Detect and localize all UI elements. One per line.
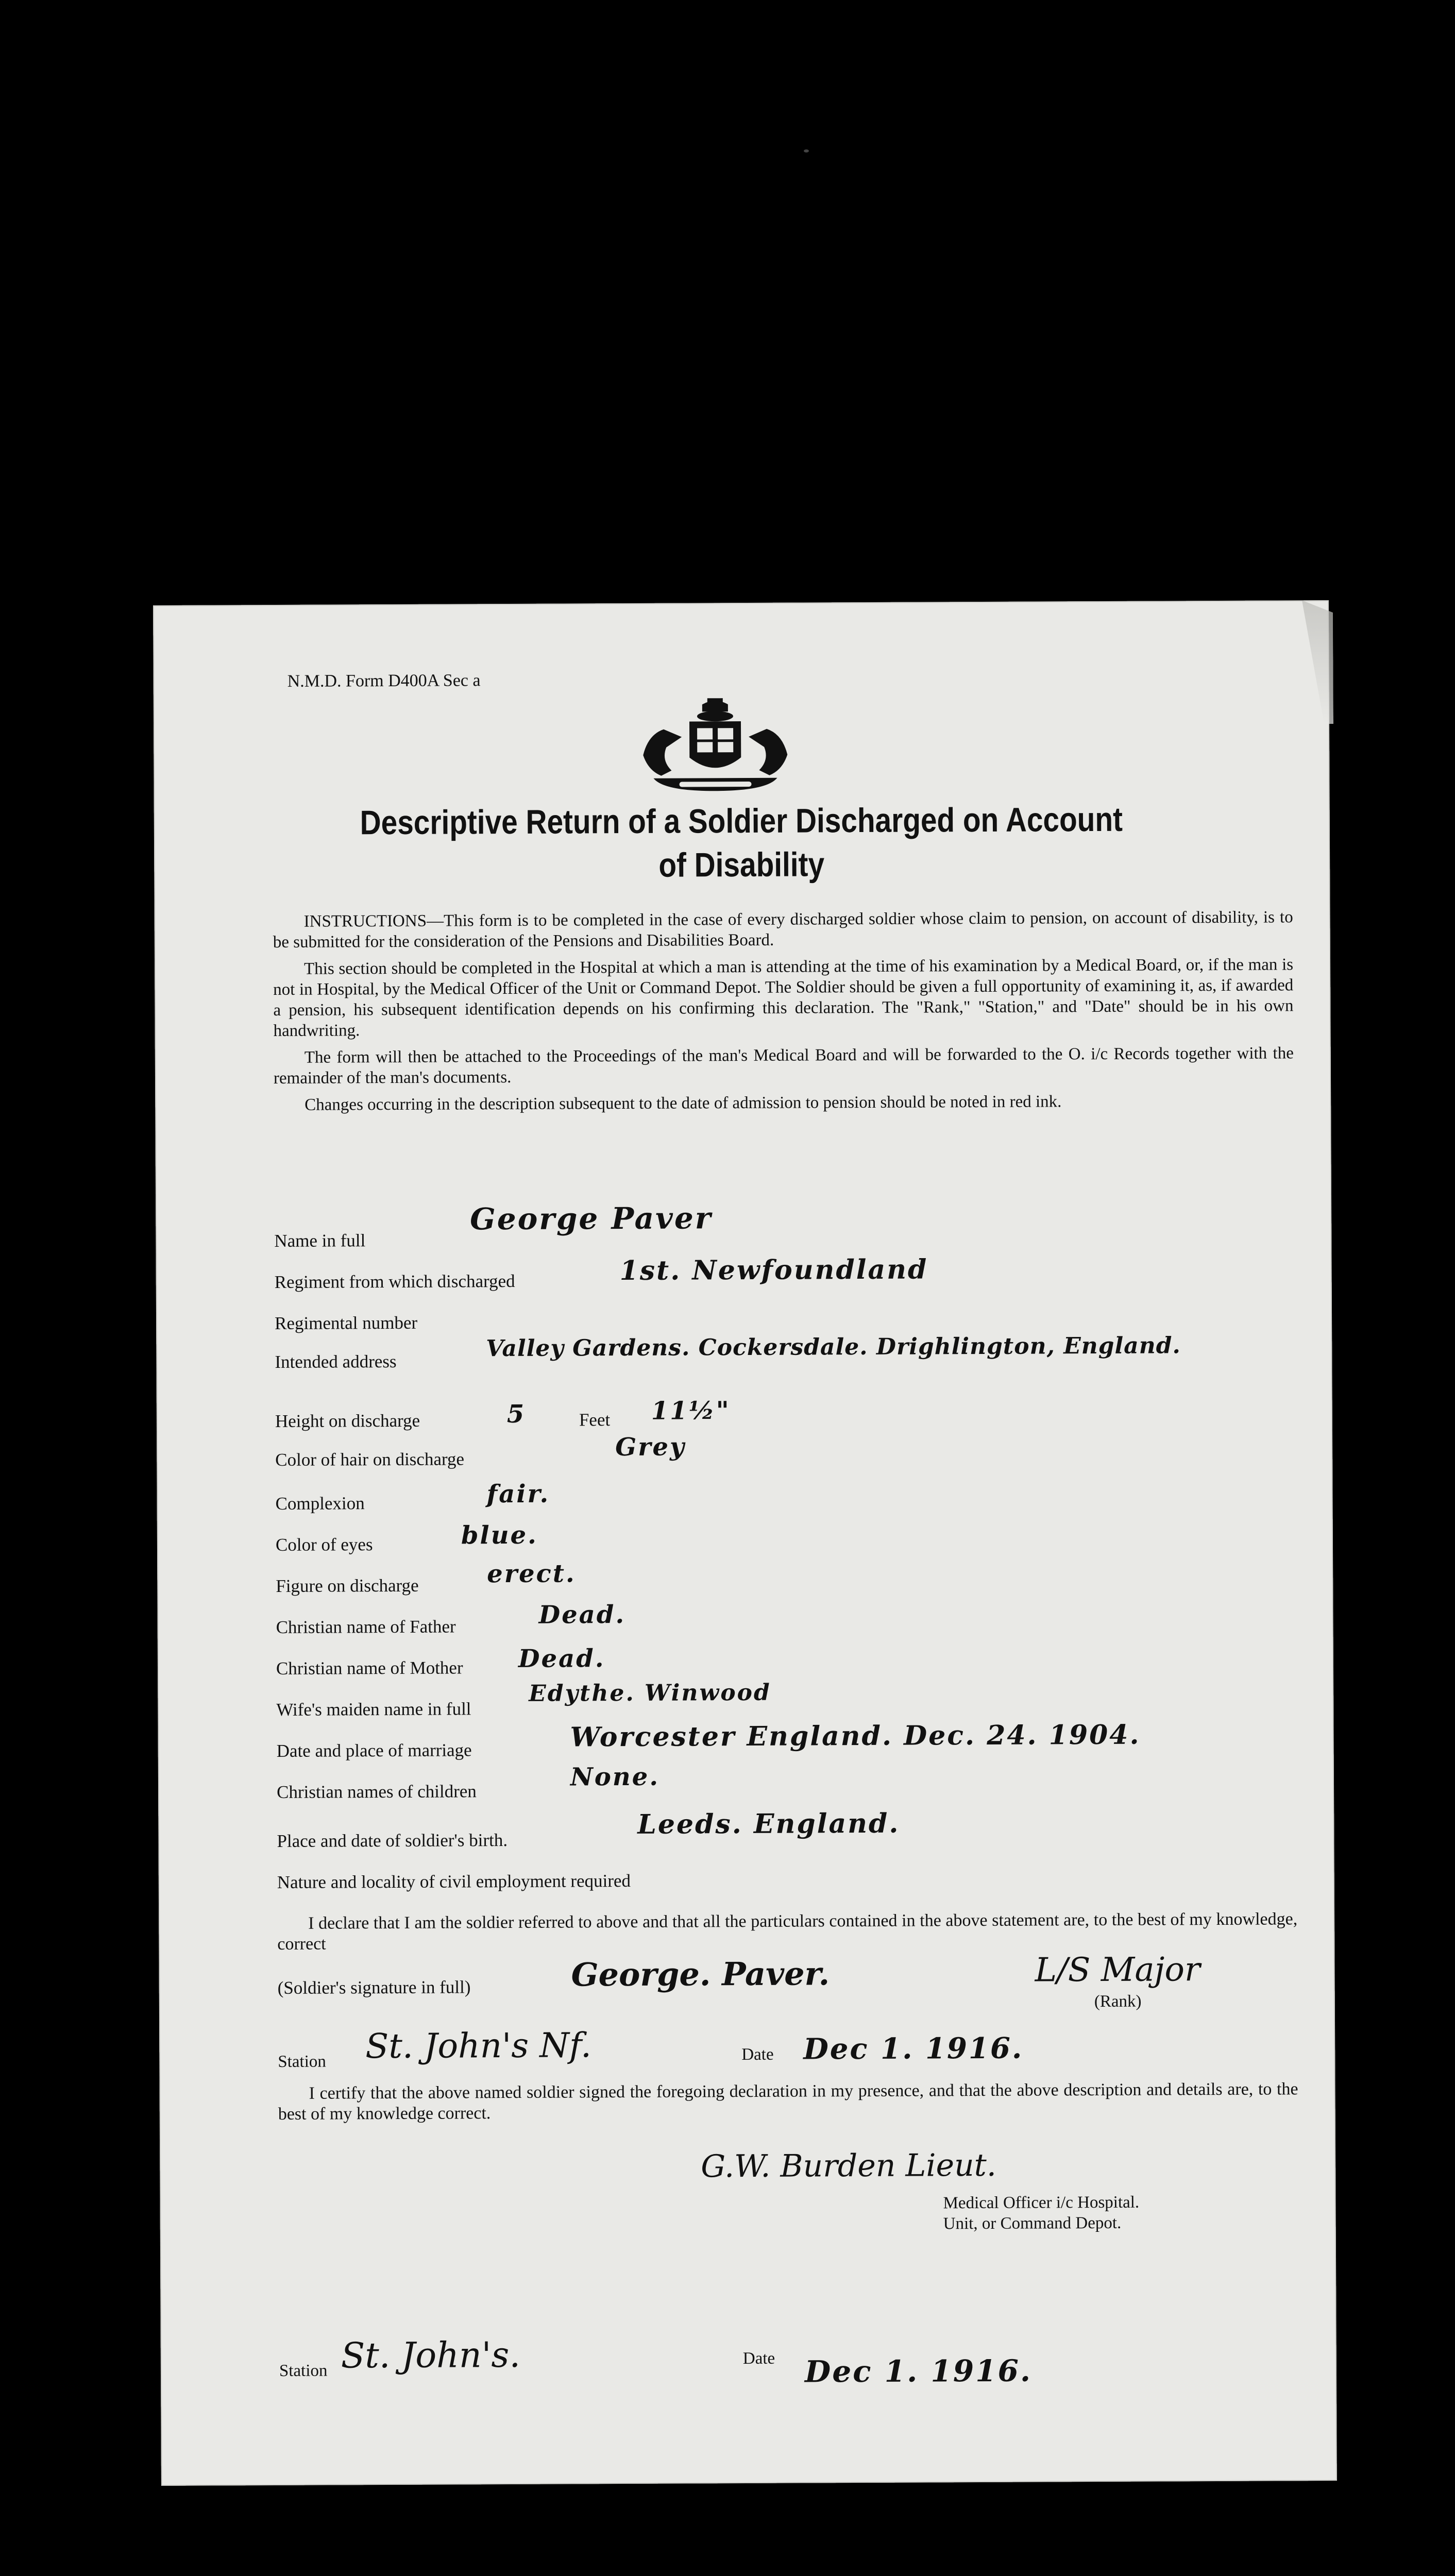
regimental-number-label: Regimental number bbox=[274, 1312, 418, 1333]
instructions-paragraph: Changes occurring in the description subsequent to the date of admission to pension should be noted in red ink. bbox=[304, 1092, 1062, 1114]
height-inches-value: 11½" bbox=[651, 1396, 731, 1426]
instructions-paragraph: The form will then be attached to the Proceedings of the man's Medical Board and will be forwarded to the O. i/c Records together with the remainder of the man's documents. bbox=[273, 1044, 1294, 1088]
soldier-signature-label: (Soldier's signature in full) bbox=[277, 1977, 471, 1998]
form-number: N.M.D. Form D400A Sec a bbox=[287, 671, 481, 691]
date-value: Dec 1. 1916. bbox=[803, 2031, 1024, 2066]
rank-value: L/S Major bbox=[1035, 1951, 1200, 1990]
feet-label: Feet bbox=[579, 1410, 611, 1430]
children-value: None. bbox=[570, 1762, 660, 1792]
certification-text bbox=[278, 2079, 1298, 2125]
eyes-label: Color of eyes bbox=[275, 1534, 373, 1555]
employment-label: Nature and locality of civil employment required bbox=[277, 1870, 631, 1892]
children-label: Christian names of children bbox=[276, 1781, 477, 1802]
figure-label: Figure on discharge bbox=[276, 1575, 419, 1596]
wife-label: Wife's maiden name in full bbox=[276, 1699, 471, 1720]
eyes-value: blue. bbox=[461, 1520, 538, 1550]
wife-value: Edythe. Winwood bbox=[529, 1679, 771, 1707]
officer-signature: G.W. Burden Lieut. bbox=[701, 2147, 996, 2185]
mother-label: Christian name of Mother bbox=[276, 1657, 463, 1679]
father-value: Dead. bbox=[538, 1600, 626, 1630]
royal-crest-icon bbox=[633, 693, 798, 802]
marriage-label: Date and place of marriage bbox=[276, 1740, 472, 1761]
scan-speck bbox=[804, 149, 809, 152]
station-label: Station bbox=[278, 2052, 326, 2071]
rank-label: (Rank) bbox=[1094, 1992, 1142, 2011]
mother-value: Dead. bbox=[518, 1644, 605, 1673]
form-sheet bbox=[153, 600, 1337, 2486]
date-value: Dec 1. 1916. bbox=[804, 2353, 1033, 2389]
declaration-paragraph: I declare that I am the soldier referred to above and that all the particulars contained in the above statement are, to the best of my knowledge, correct bbox=[277, 1909, 1298, 1954]
date-label: Date bbox=[742, 2349, 775, 2368]
station-label: Station bbox=[279, 2361, 328, 2380]
marriage-value: Worcester England. Dec. 24. 1904. bbox=[570, 1719, 1141, 1753]
station-value: St. John's. bbox=[341, 2334, 521, 2377]
complexion-label: Complexion bbox=[275, 1493, 365, 1514]
form-title-line2: of Disability bbox=[658, 845, 825, 884]
complexion-value: fair. bbox=[486, 1479, 550, 1509]
date-label: Date bbox=[741, 2045, 774, 2064]
form-title: Descriptive Return of a Soldier Discharged on Account bbox=[360, 800, 1123, 842]
name-label: Name in full bbox=[274, 1230, 366, 1251]
hair-label: Color of hair on discharge bbox=[275, 1449, 465, 1470]
regiment-value: 1st. Newfoundland bbox=[619, 1253, 928, 1287]
soldier-signature: George. Paver. bbox=[571, 1955, 830, 1994]
officer-title: Medical Officer i/c Hospital. bbox=[943, 2193, 1140, 2213]
page-curl bbox=[1302, 600, 1333, 724]
instructions-paragraph: This section should be completed in the Hospital at which a man is attending at the time of his examination by a Medical Board, or, if the man is not in Hospital, by the Medical Officer of the Unit or Command Depot. The Soldier should be given a full opportunity of examining it, as, if awarded a pension, his subsequent identification depends on his confirming this declaration. The "Rank," "Station," and "Date" should be in his own handwriting. bbox=[273, 955, 1294, 1040]
certification-paragraph: I certify that the above named soldier signed the foregoing declaration in my presence, and that the above description and details are, to the best of my knowledge correct. bbox=[278, 2079, 1298, 2124]
officer-unit: Unit, or Command Depot. bbox=[943, 2213, 1122, 2233]
declaration-text bbox=[277, 1909, 1297, 1955]
regiment-label: Regiment from which discharged bbox=[274, 1270, 515, 1292]
instructions-block bbox=[273, 907, 1294, 1115]
father-label: Christian name of Father bbox=[276, 1616, 456, 1637]
height-feet-value: 5 bbox=[506, 1399, 526, 1429]
name-value: George Paver bbox=[470, 1200, 713, 1237]
figure-value: erect. bbox=[487, 1559, 576, 1589]
station-value: St. John's Nf. bbox=[365, 2025, 592, 2066]
instructions-paragraph: INSTRUCTIONS—This form is to be completed in the case of every discharged soldier whose claim to pension, on account of disability, is to be submitted for the consideration of the Pensions and Disabilities Board. bbox=[273, 908, 1293, 952]
address-value: Valley Gardens. Cockersdale. Drighlington, England. bbox=[486, 1332, 1181, 1362]
birth-value: Leeds. England. bbox=[637, 1807, 900, 1840]
birth-label: Place and date of soldier's birth. bbox=[277, 1830, 508, 1851]
address-label: Intended address bbox=[275, 1351, 397, 1372]
height-label: Height on discharge bbox=[275, 1410, 420, 1431]
hair-value: Grey bbox=[615, 1432, 686, 1462]
